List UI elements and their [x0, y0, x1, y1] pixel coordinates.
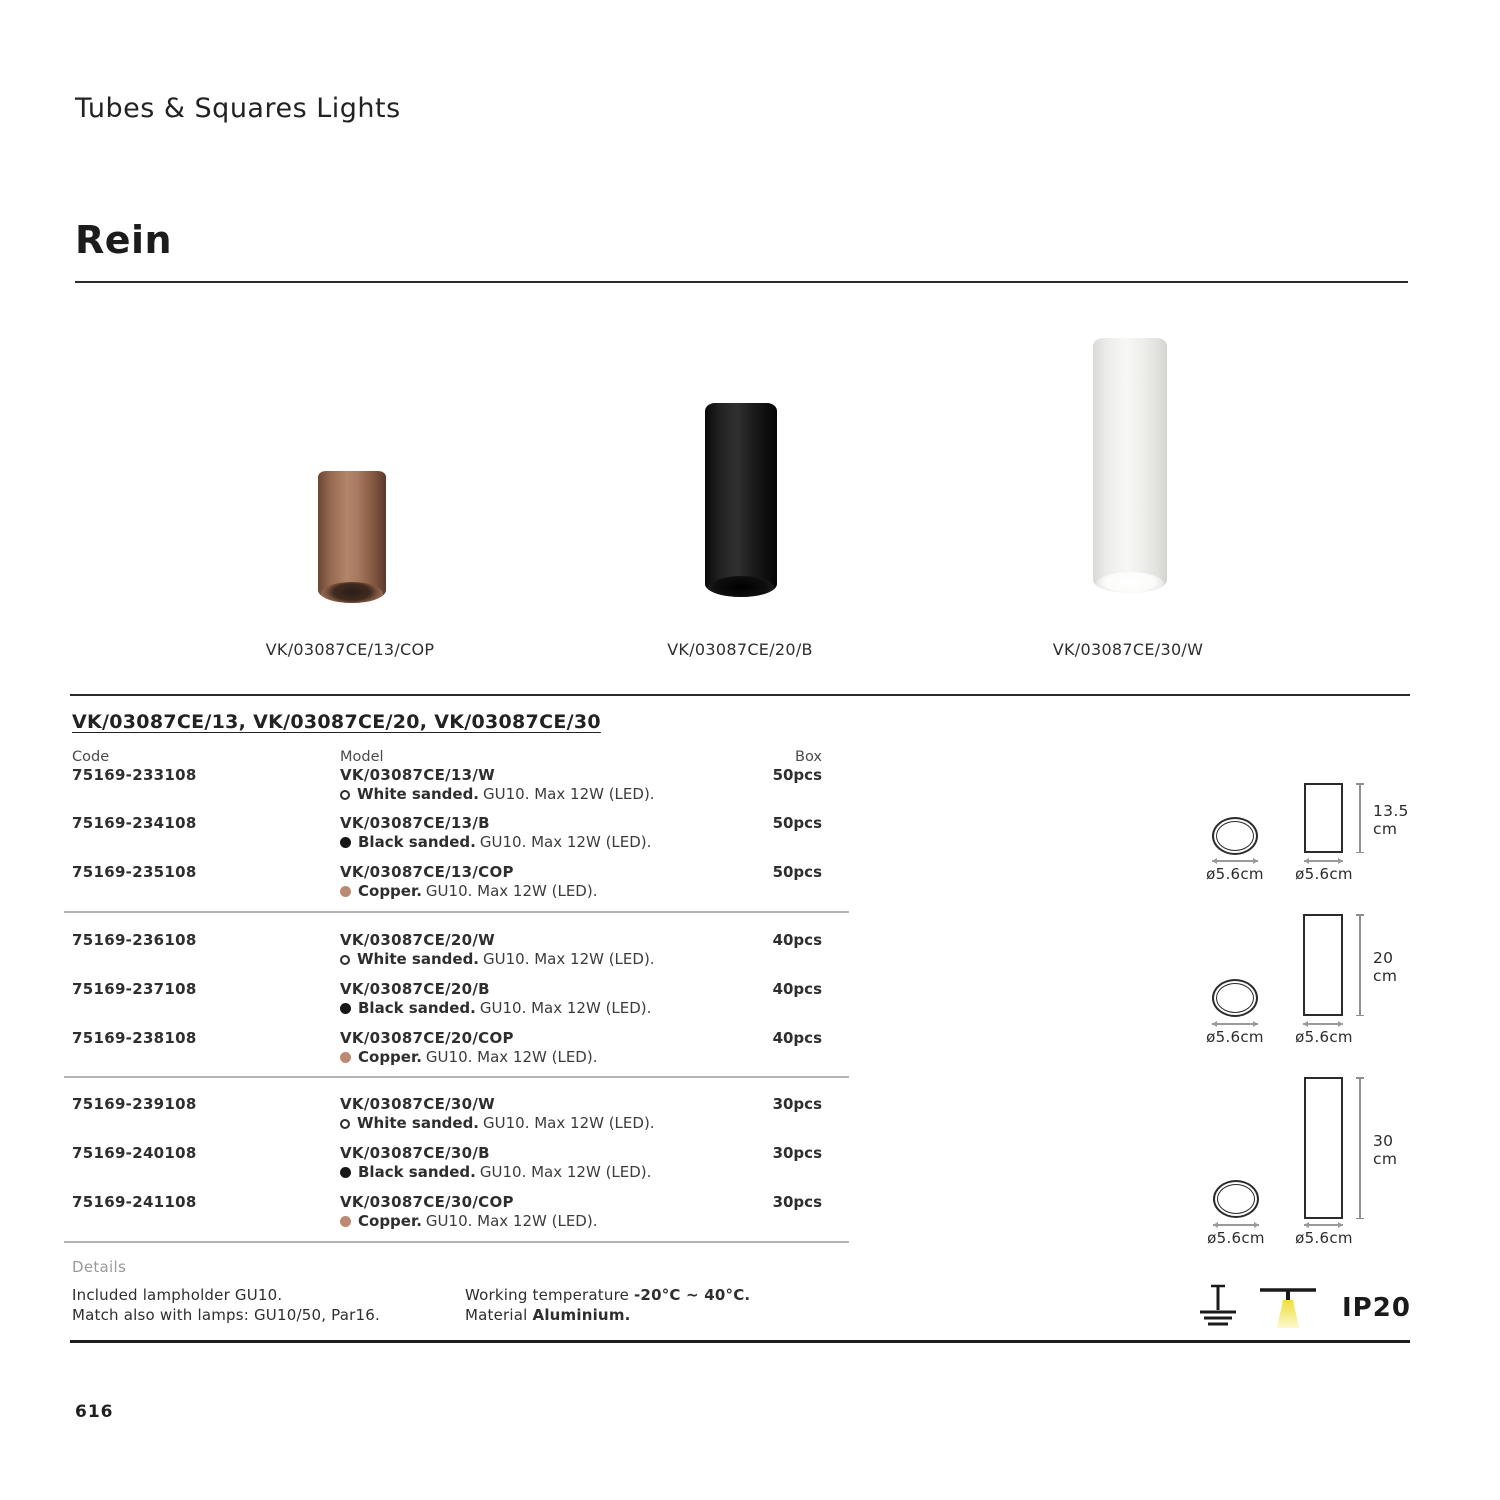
product-model: VK/03087CE/30/W: [340, 1095, 496, 1113]
side-view-rect: [1303, 914, 1343, 1016]
product-code: 75169-237108: [72, 980, 197, 998]
table-row: [72, 980, 822, 1020]
copper-finish-dot-icon: [340, 1216, 351, 1227]
detail-value: -20°C ~ 40°C.: [634, 1286, 751, 1304]
box-quantity: 30pcs: [772, 1193, 822, 1211]
copper-tube-opening: [321, 582, 384, 603]
table-row: [72, 1144, 822, 1184]
copper-finish-dot-icon: [340, 1052, 351, 1063]
product-photo-label: VK/03087CE/20/B: [667, 640, 813, 659]
diameter-dimension-line: [1304, 860, 1343, 862]
finish-name: Black sanded.: [358, 833, 476, 851]
height-dimension-line: [1359, 783, 1361, 853]
product-model: VK/03087CE/13/COP: [340, 863, 514, 881]
lamp-spec: GU10. Max 12W (LED).: [479, 1163, 652, 1181]
white-finish-dot-icon: [340, 955, 350, 965]
product-model: VK/03087CE/13/B: [340, 814, 490, 832]
box-quantity: 40pcs: [772, 1029, 822, 1047]
height-label: [1373, 802, 1409, 838]
dimension-diagram-20cm: [1190, 908, 1440, 1048]
product-description: [340, 785, 655, 803]
diameter-dimension-line: [1303, 1023, 1343, 1025]
diameter-label: ø5.6cm: [1207, 1229, 1265, 1247]
dimension-diagram-13cm: [1190, 775, 1440, 885]
side-view-rect: [1304, 1077, 1343, 1219]
finish-name: White sanded.: [357, 1114, 480, 1132]
title-divider: [75, 281, 1408, 283]
column-header-code: Code: [72, 749, 110, 765]
detail-text: Working temperature: [465, 1286, 634, 1304]
lamp-spec: GU10. Max 12W (LED).: [425, 882, 598, 900]
page-title: Rein: [75, 218, 173, 262]
height-label: [1373, 1132, 1397, 1168]
side-view-rect: [1304, 783, 1343, 853]
product-photo-copper-tube: [318, 471, 386, 603]
product-model: VK/03087CE/20/COP: [340, 1029, 514, 1047]
table-row: [72, 1193, 822, 1233]
category-heading: Tubes & Squares Lights: [75, 93, 401, 124]
lamp-spec: GU10. Max 12W (LED).: [479, 833, 652, 851]
product-photo-white-tube: [1093, 338, 1167, 593]
product-code: 75169-234108: [72, 814, 197, 832]
white-tube-opening: [1096, 572, 1164, 593]
product-model: VK/03087CE/20/B: [340, 980, 490, 998]
height-unit: cm: [1373, 967, 1398, 985]
box-quantity: 50pcs: [772, 863, 822, 881]
model-series-heading: VK/03087CE/13, VK/03087CE/20, VK/03087CE/30: [72, 711, 601, 733]
finish-name: Copper.: [358, 1048, 422, 1066]
finish-name: Black sanded.: [358, 999, 476, 1017]
product-code: 75169-235108: [72, 863, 197, 881]
diameter-label: ø5.6cm: [1295, 1028, 1353, 1046]
ip-rating-label: IP20: [1342, 1293, 1411, 1323]
product-code: 75169-233108: [72, 766, 197, 784]
diameter-dimension-line: [1212, 1023, 1258, 1025]
white-finish-dot-icon: [340, 1119, 350, 1129]
table-row: [72, 931, 822, 971]
height-unit: cm: [1373, 1150, 1398, 1168]
ground-class-icon: [1198, 1283, 1238, 1333]
box-quantity: 50pcs: [772, 766, 822, 784]
black-finish-dot-icon: [340, 837, 351, 848]
detail-text: Material: [465, 1306, 533, 1324]
lamp-spec: GU10. Max 12W (LED).: [483, 785, 655, 803]
box-quantity: 40pcs: [772, 980, 822, 998]
table-row: [72, 1095, 822, 1135]
product-description: [340, 1163, 651, 1181]
diameter-dimension-line: [1304, 1224, 1343, 1226]
top-view-circle: [1212, 979, 1258, 1017]
lamp-spec: GU10. Max 12W (LED).: [425, 1048, 598, 1066]
height-unit: cm: [1373, 820, 1398, 838]
page-number: 616: [75, 1402, 114, 1422]
table-group-separator: [64, 1076, 849, 1078]
product-code: 75169-239108: [72, 1095, 197, 1113]
lamp-spec: GU10. Max 12W (LED).: [483, 950, 655, 968]
product-photo-label: VK/03087CE/13/COP: [265, 640, 435, 659]
box-quantity: 50pcs: [772, 814, 822, 832]
detail-working-temperature: [465, 1286, 750, 1304]
product-photo-label: VK/03087CE/30/W: [1052, 640, 1204, 659]
ceiling-lamp-icon: [1258, 1286, 1318, 1332]
detail-match-lamps: Match also with lamps: GU10/50, Par16.: [72, 1306, 380, 1324]
product-model: VK/03087CE/13/W: [340, 766, 496, 784]
table-row: [72, 766, 822, 806]
diameter-label: ø5.6cm: [1206, 1028, 1264, 1046]
table-group-separator: [64, 911, 849, 913]
finish-name: White sanded.: [357, 785, 480, 803]
product-description: [340, 882, 597, 900]
column-header-model: Model: [340, 749, 384, 765]
white-finish-dot-icon: [340, 790, 350, 800]
section-divider: [70, 694, 1410, 696]
finish-name: Copper.: [358, 1212, 422, 1230]
product-model: VK/03087CE/30/COP: [340, 1193, 514, 1211]
product-model: VK/03087CE/30/B: [340, 1144, 490, 1162]
copper-finish-dot-icon: [340, 886, 351, 897]
box-quantity: 30pcs: [772, 1144, 822, 1162]
product-description: [340, 999, 651, 1017]
dimension-diagram-30cm: [1190, 1071, 1440, 1251]
table-row: [72, 814, 822, 854]
column-header-box: Box: [795, 749, 822, 765]
detail-lampholder: Included lampholder GU10.: [72, 1286, 283, 1304]
box-quantity: 40pcs: [772, 931, 822, 949]
product-code: 75169-238108: [72, 1029, 197, 1047]
product-description: [340, 1048, 597, 1066]
lamp-spec: GU10. Max 12W (LED).: [483, 1114, 655, 1132]
product-description: [340, 1114, 655, 1132]
black-finish-dot-icon: [340, 1167, 351, 1178]
finish-name: Copper.: [358, 882, 422, 900]
top-view-circle: [1212, 817, 1258, 855]
product-photo-black-tube: [705, 403, 777, 597]
detail-material: [465, 1306, 631, 1324]
top-view-circle: [1213, 1180, 1259, 1218]
diameter-label: ø5.6cm: [1295, 1229, 1353, 1247]
diameter-dimension-line: [1213, 1224, 1259, 1226]
detail-value: Aluminium.: [532, 1306, 631, 1324]
product-description: [340, 833, 651, 851]
black-finish-dot-icon: [340, 1003, 351, 1014]
finish-name: Black sanded.: [358, 1163, 476, 1181]
height-dimension-line: [1359, 914, 1361, 1016]
table-row: [72, 863, 822, 903]
product-code: 75169-240108: [72, 1144, 197, 1162]
table-group-separator: [64, 1241, 849, 1243]
height-label: [1373, 949, 1397, 985]
finish-name: White sanded.: [357, 950, 480, 968]
product-model: VK/03087CE/20/W: [340, 931, 496, 949]
black-tube-opening: [708, 576, 774, 597]
product-description: [340, 950, 655, 968]
details-section-label: Details: [72, 1258, 127, 1276]
lamp-spec: GU10. Max 12W (LED).: [479, 999, 652, 1017]
diameter-dimension-line: [1212, 860, 1258, 862]
product-description: [340, 1212, 597, 1230]
product-code: 75169-236108: [72, 931, 197, 949]
diameter-label: ø5.6cm: [1295, 865, 1353, 883]
table-row: [72, 1029, 822, 1069]
height-value: 30: [1373, 1132, 1394, 1150]
box-quantity: 30pcs: [772, 1095, 822, 1113]
diameter-label: ø5.6cm: [1206, 865, 1264, 883]
footer-divider: [70, 1340, 1410, 1343]
height-value: 13.5: [1373, 802, 1409, 820]
lamp-spec: GU10. Max 12W (LED).: [425, 1212, 598, 1230]
product-code: 75169-241108: [72, 1193, 197, 1211]
height-value: 20: [1373, 949, 1394, 967]
height-dimension-line: [1359, 1077, 1361, 1219]
